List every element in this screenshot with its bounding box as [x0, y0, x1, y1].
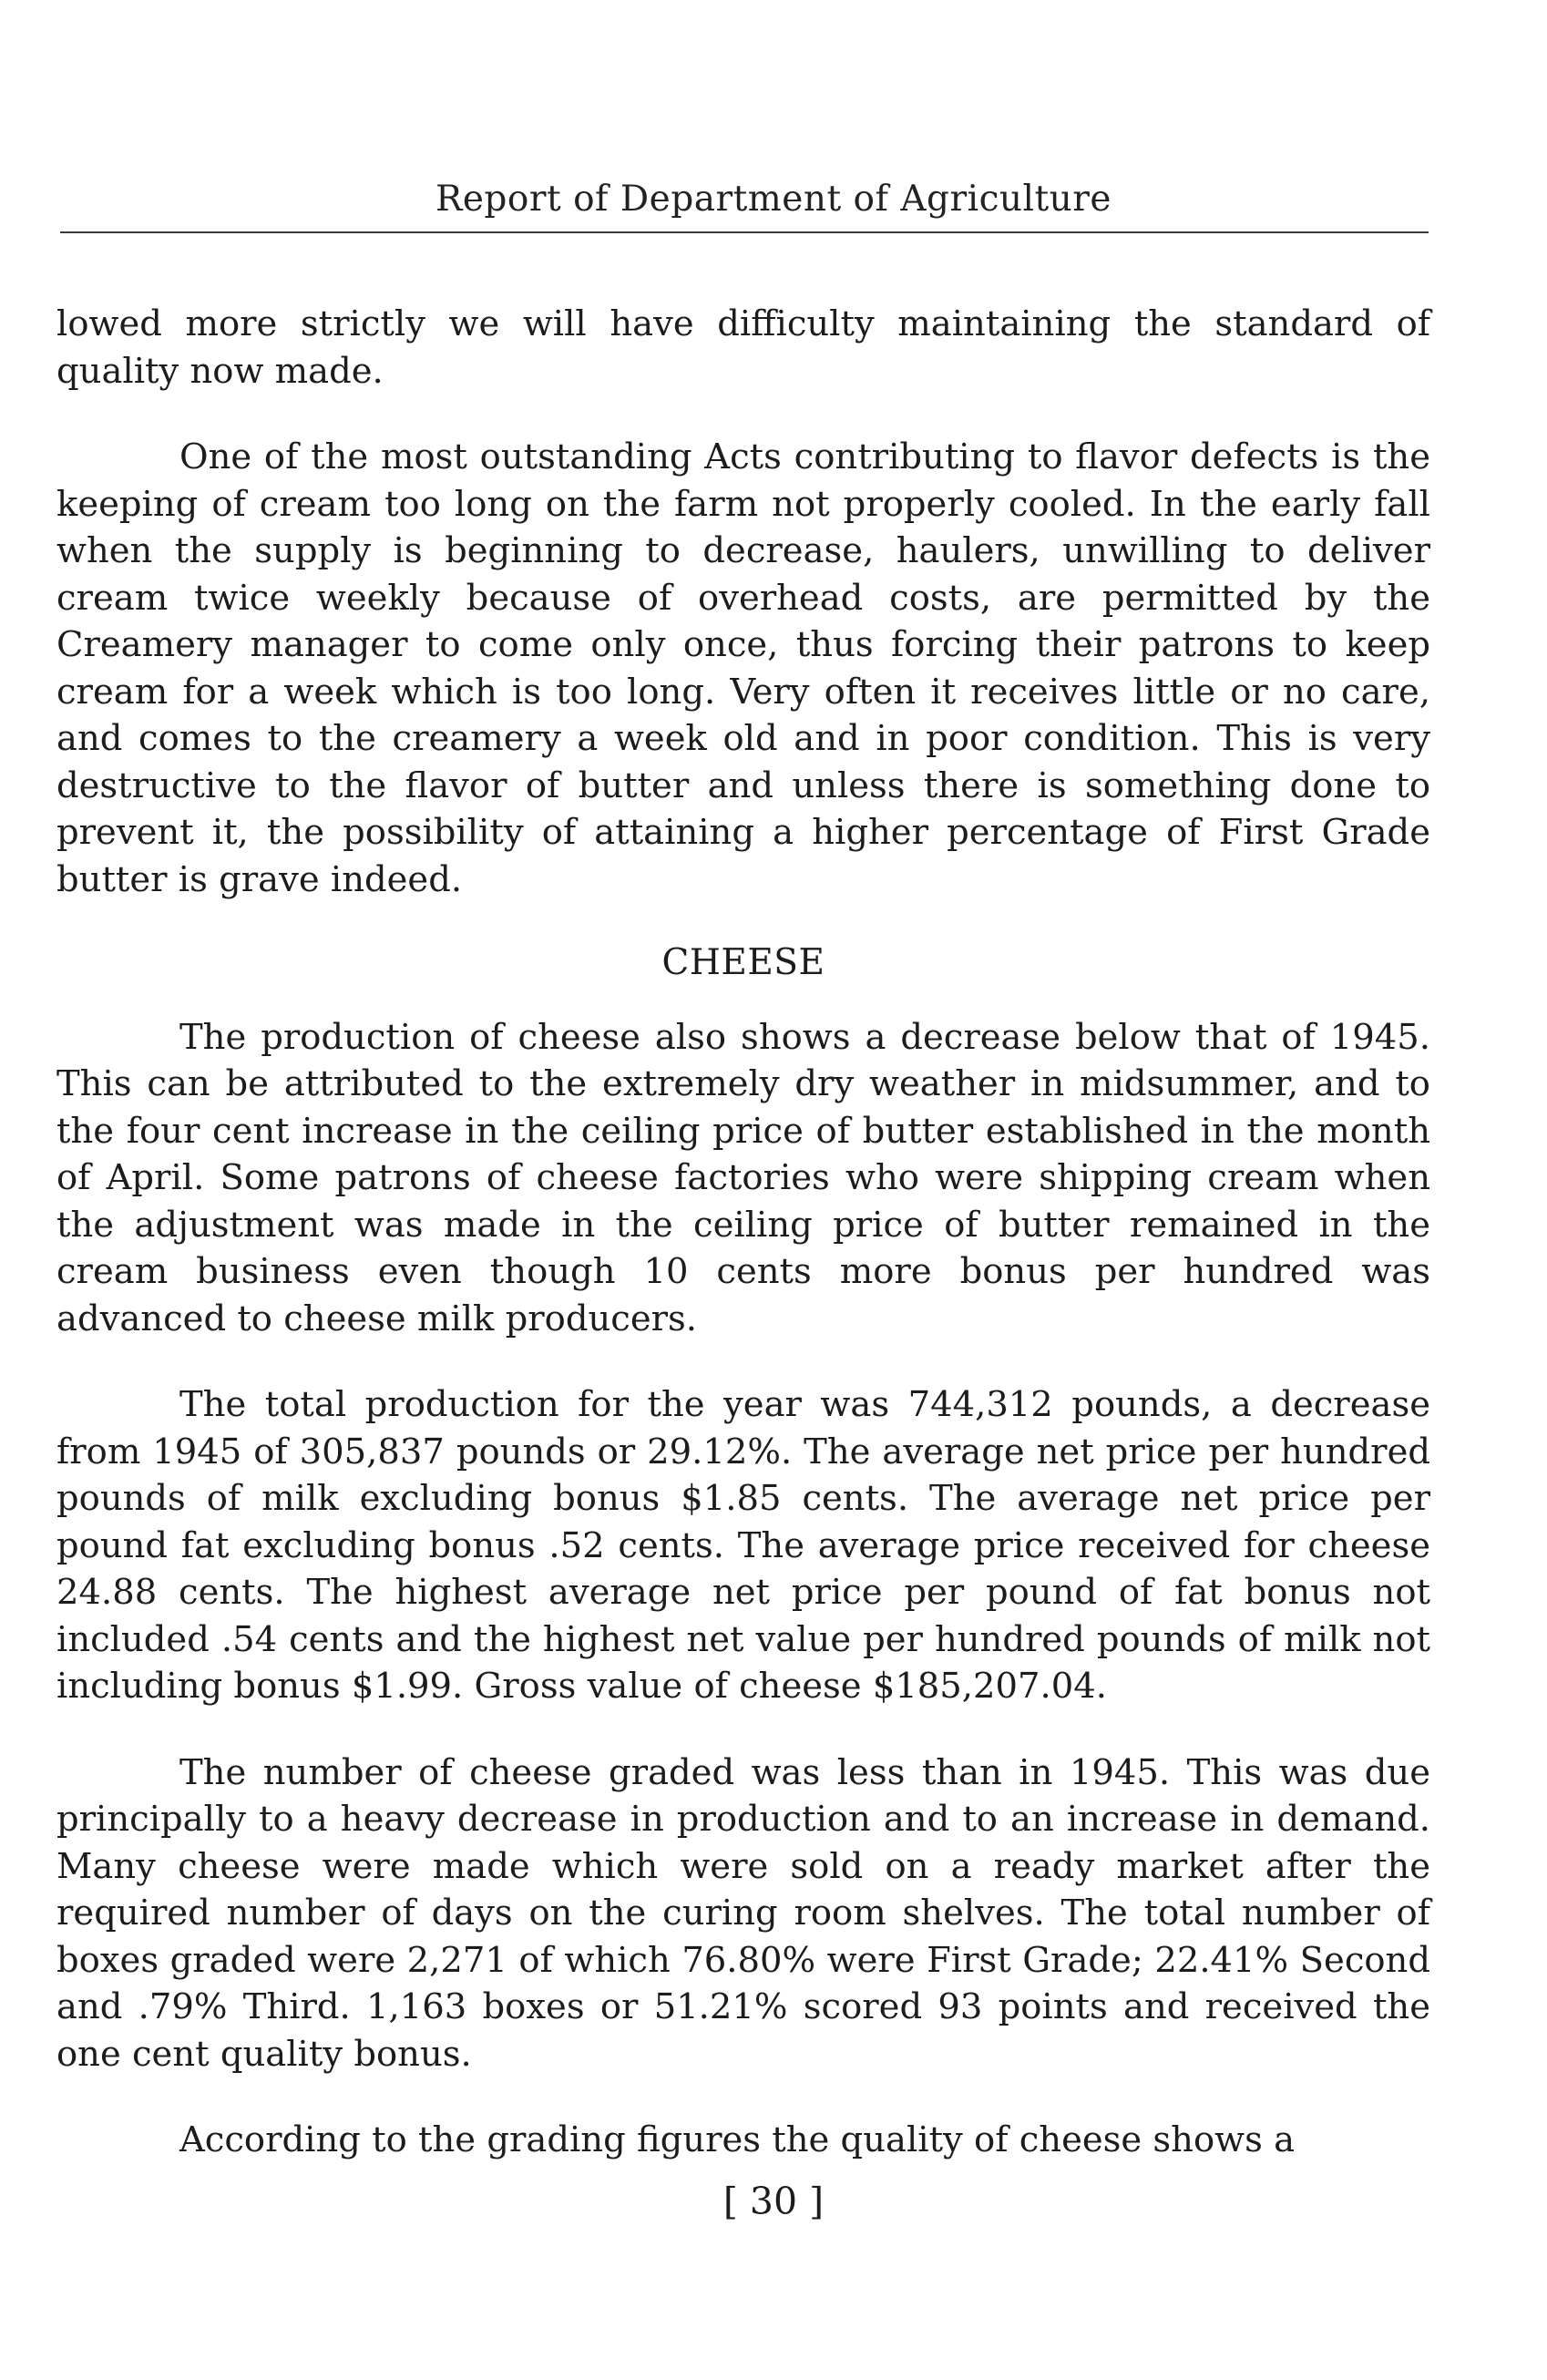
paragraph-continuation: lowed more strictly we will have difficulty maintaining the standard of quality now made.	[56, 303, 1430, 392]
paragraph-grading-figures: According to the grading figures the quality of cheese shows a	[179, 2119, 1296, 2160]
running-head: Report of Department of Agriculture	[435, 179, 1112, 220]
paragraph-total-production: The total production for the year was 744,312 pounds, a decrease from 1945 of 305,837 pounds or 29.12%. The average net price per hundred pounds of milk excluding bonus $1.85 cents. The average net price per pound fat excluding bonus .52 cents. The average price received for cheese 24.88 cents. The highest average net price per pound of fat bonus not included .54 cents and the highest net value per hundred pounds of milk not including bonus $1.99. Gross value of cheese $185,207.04.	[56, 1384, 1430, 1707]
paragraph-cheese-production: The production of cheese also shows a decrease below that of 1945. This can be attributed to the extremely dry weather in midsummer, and to the four cent increase in the ceiling price of butter established in the month of April. Some patrons of cheese factories who were shipping cream when the adjustment was made in the ceiling price of butter remained in the cream business even though 10 cents more bonus per hundred was advanced to cheese milk producers.	[56, 1016, 1430, 1339]
header-rule	[60, 231, 1429, 233]
section-heading-cheese: CHEESE	[661, 942, 825, 983]
page-number: [ 30 ]	[722, 2180, 825, 2223]
paragraph-flavor-defects: One of the most outstanding Acts contributing to flavor defects is the keeping of cream too long on the farm not properly cooled. In the early fall when the supply is beginning to decrease, haulers, unwilling to deliver cream twice weekly because of overhead costs, are permitted by the Creamery manager to come only once, thus forcing their patrons to keep cream for a week which is too long. Very often it receives little or no care, and comes to the creamery a week old and in poor condition. This is very destructive to the flavor of butter and unless there is something done to prevent it, the possibility of attaining a higher percentage of First Grade butter is grave indeed.	[56, 436, 1430, 900]
paragraph-cheese-graded: The number of cheese graded was less than in 1945. This was due principally to a heavy decrease in production and to an increase in demand. Many cheese were made which were sold on a ready market after the required number of days on the curing room shelves. The total number of boxes graded were 2,271 of which 76.80% were First Grade; 22.41% Second and .79% Third. 1,163 boxes or 51.21% scored 93 points and received the one cent quality bonus.	[56, 1751, 1430, 2075]
body-text	[56, 301, 1430, 2164]
